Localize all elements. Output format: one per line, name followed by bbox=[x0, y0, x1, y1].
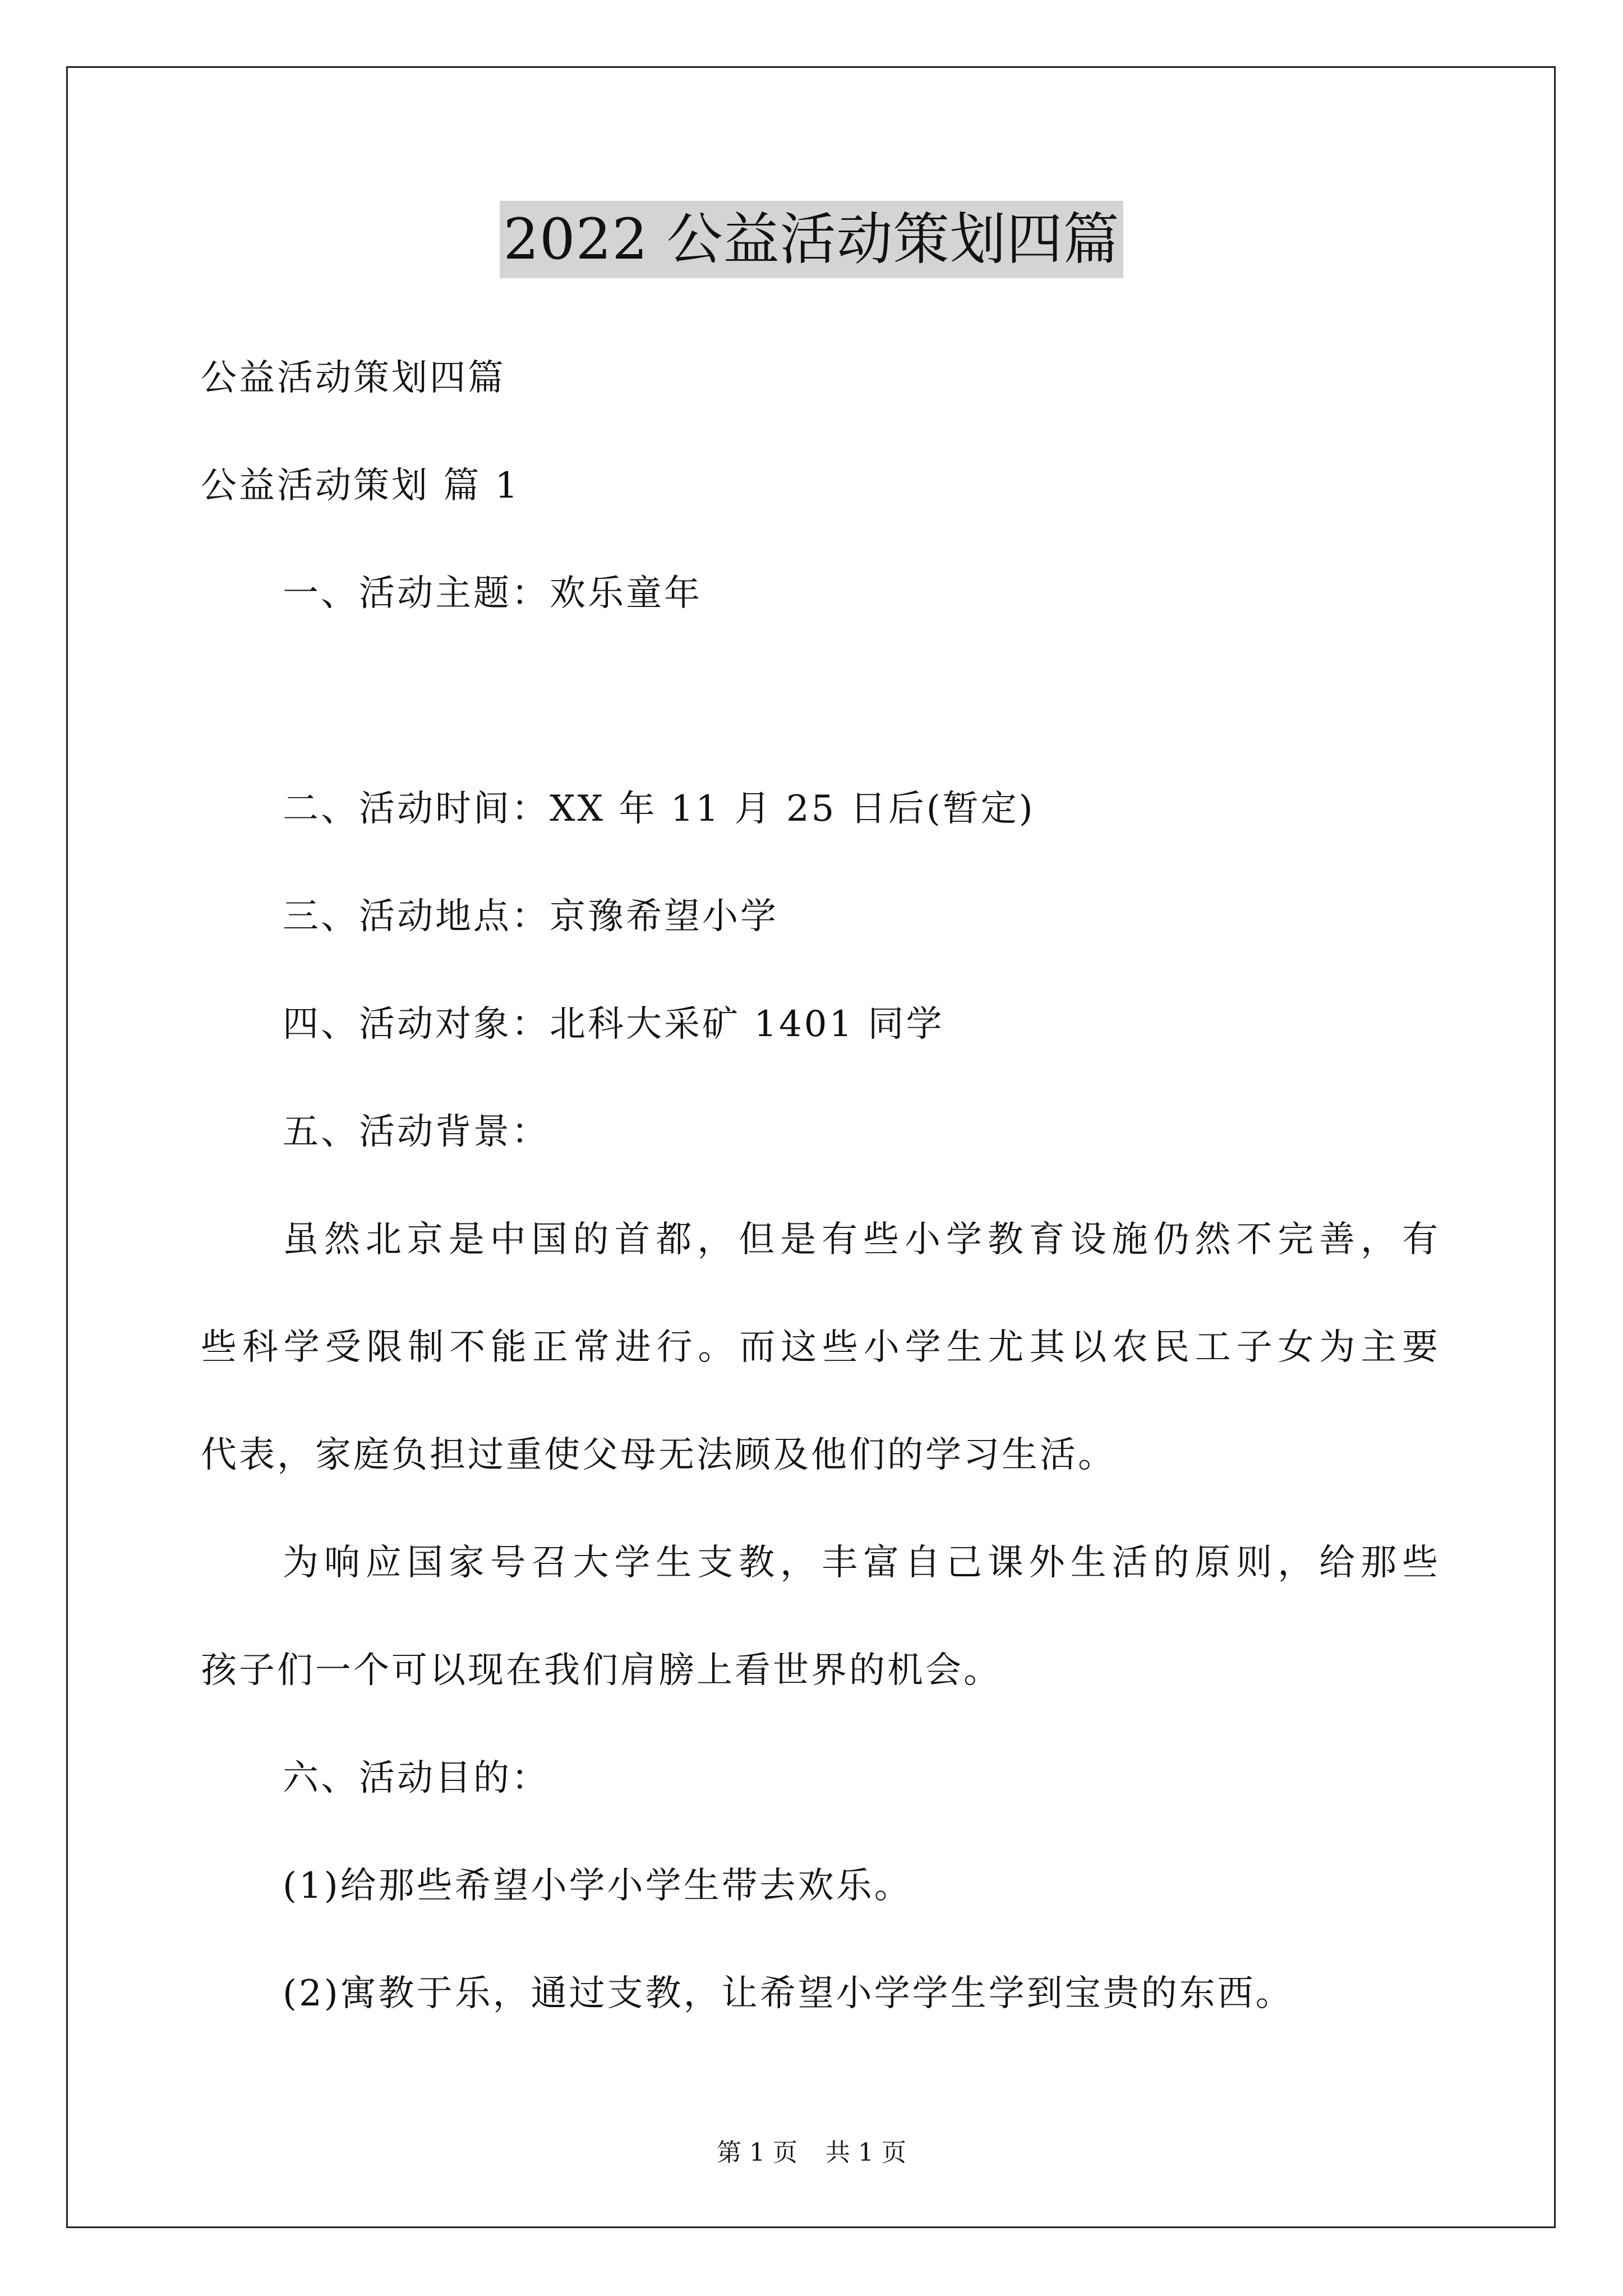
section-heading: 公益活动策划 篇 1 bbox=[201, 465, 520, 507]
purpose-item: (1)给那些希望小学小学生带去欢乐。 bbox=[283, 1865, 912, 1907]
activity-theme: 一、活动主题：欢乐童年 bbox=[283, 573, 702, 614]
response-paragraph-line: 孩子们一个可以现在我们肩膀上看世界的机会。 bbox=[201, 1650, 1002, 1691]
activity-purpose-heading: 六、活动目的： bbox=[283, 1757, 550, 1799]
document-title: 2022 公益活动策划四篇 bbox=[500, 201, 1123, 278]
page-total: 共 1 页 bbox=[826, 2138, 906, 2167]
title-container bbox=[0, 201, 1623, 278]
background-paragraph-line: 些科学受限制不能正常进行。而这些小学生尤其以农民工子女为主要 bbox=[201, 1327, 1440, 1368]
background-paragraph-line: 虽然北京是中国的首都，但是有些小学教育设施仍然不完善，有 bbox=[283, 1219, 1440, 1260]
activity-time: 二、活动时间：XX 年 11 月 25 日后(暂定) bbox=[283, 788, 1035, 830]
activity-location: 三、活动地点：京豫希望小学 bbox=[283, 896, 778, 937]
subtitle-line: 公益活动策划四篇 bbox=[201, 357, 506, 399]
background-paragraph-line: 代表，家庭负担过重使父母无法顾及他们的学习生活。 bbox=[201, 1434, 1116, 1476]
page-number: 第 1 页 bbox=[717, 2138, 797, 2167]
activity-background-heading: 五、活动背景： bbox=[283, 1111, 550, 1153]
response-paragraph-line: 为响应国家号召大学生支教，丰富自己课外生活的原则，给那些 bbox=[283, 1542, 1440, 1584]
page-footer bbox=[0, 2137, 1623, 2169]
purpose-item: (2)寓教于乐，通过支教，让希望小学学生学到宝贵的东西。 bbox=[283, 1973, 1294, 2014]
activity-target: 四、活动对象：北科大采矿 1401 同学 bbox=[283, 1004, 944, 1045]
